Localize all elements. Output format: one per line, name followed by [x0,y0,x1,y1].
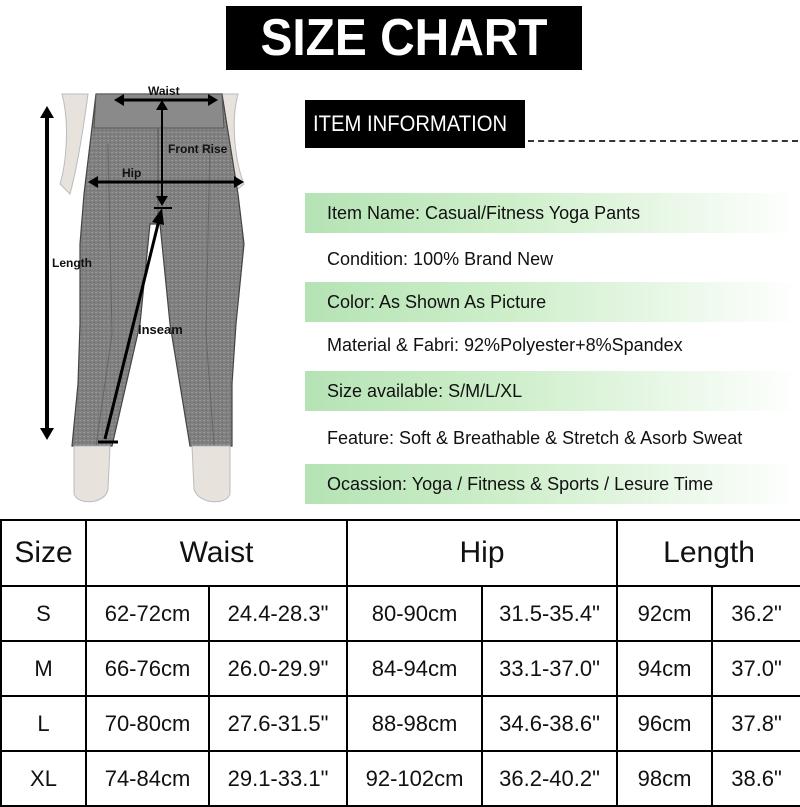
cell-waist-in: 26.0-29.9" [209,641,347,696]
page-title: SIZE CHART [260,9,548,67]
cell-waist-cm: 62-72cm [86,586,209,641]
header-hip: Hip [347,520,617,586]
length-label: Length [52,256,92,270]
table-header-row [1,520,800,586]
cell-waist-cm: 66-76cm [86,641,209,696]
cell-waist-in: 29.1-33.1" [209,751,347,806]
cell-waist-cm: 74-84cm [86,751,209,806]
cell-length-cm: 96cm [617,696,712,751]
table-row [1,641,800,696]
title-banner [226,6,582,70]
inseam-label: Inseam [138,322,183,337]
cell-hip-cm: 92-102cm [347,751,482,806]
cell-length-cm: 94cm [617,641,712,696]
cell-size: M [1,641,86,696]
waist-label: Waist [148,84,180,98]
table-row [1,751,800,806]
info-row: Size available: S/M/L/XL [305,371,800,411]
cell-waist-in: 24.4-28.3" [209,586,347,641]
cell-hip-cm: 80-90cm [347,586,482,641]
pants-measurement-diagram [0,84,300,514]
cell-hip-cm: 84-94cm [347,641,482,696]
cell-waist-in: 27.6-31.5" [209,696,347,751]
item-information-header [305,100,525,148]
cell-size: L [1,696,86,751]
pants-illustration [0,84,300,514]
cell-length-in: 37.0" [712,641,800,696]
cell-hip-in: 36.2-40.2" [482,751,617,806]
info-row: Item Name: Casual/Fitness Yoga Pants [305,193,800,233]
cell-length-in: 36.2" [712,586,800,641]
hip-label: Hip [122,166,142,180]
header-waist: Waist [86,520,347,586]
size-table [0,519,800,807]
item-information-title: ITEM INFORMATION [313,111,508,136]
table-row [1,696,800,751]
header-length: Length [617,520,800,586]
info-row: Ocassion: Yoga / Fitness & Sports / Lesure Time [305,464,800,504]
table-row [1,586,800,641]
info-row: Condition: 100% Brand New [305,239,800,279]
header-size: Size [1,520,86,586]
cell-length-cm: 92cm [617,586,712,641]
cell-length-in: 37.8" [712,696,800,751]
info-row: Color: As Shown As Picture [305,282,800,322]
cell-size: S [1,586,86,641]
cell-hip-in: 34.6-38.6" [482,696,617,751]
cell-length-in: 38.6" [712,751,800,806]
info-row: Material & Fabri: 92%Polyester+8%Spandex [305,325,800,365]
cell-size: XL [1,751,86,806]
right-foot [192,446,230,502]
cell-length-cm: 98cm [617,751,712,806]
dashed-divider [528,140,798,142]
left-arm [60,94,88,194]
left-foot [74,446,110,502]
cell-waist-cm: 70-80cm [86,696,209,751]
info-row: Feature: Soft & Breathable & Stretch & Asorb Sweat [305,418,800,458]
cell-hip-cm: 88-98cm [347,696,482,751]
cell-hip-in: 31.5-35.4" [482,586,617,641]
cell-hip-in: 33.1-37.0" [482,641,617,696]
front-rise-label: Front Rise [168,142,228,156]
